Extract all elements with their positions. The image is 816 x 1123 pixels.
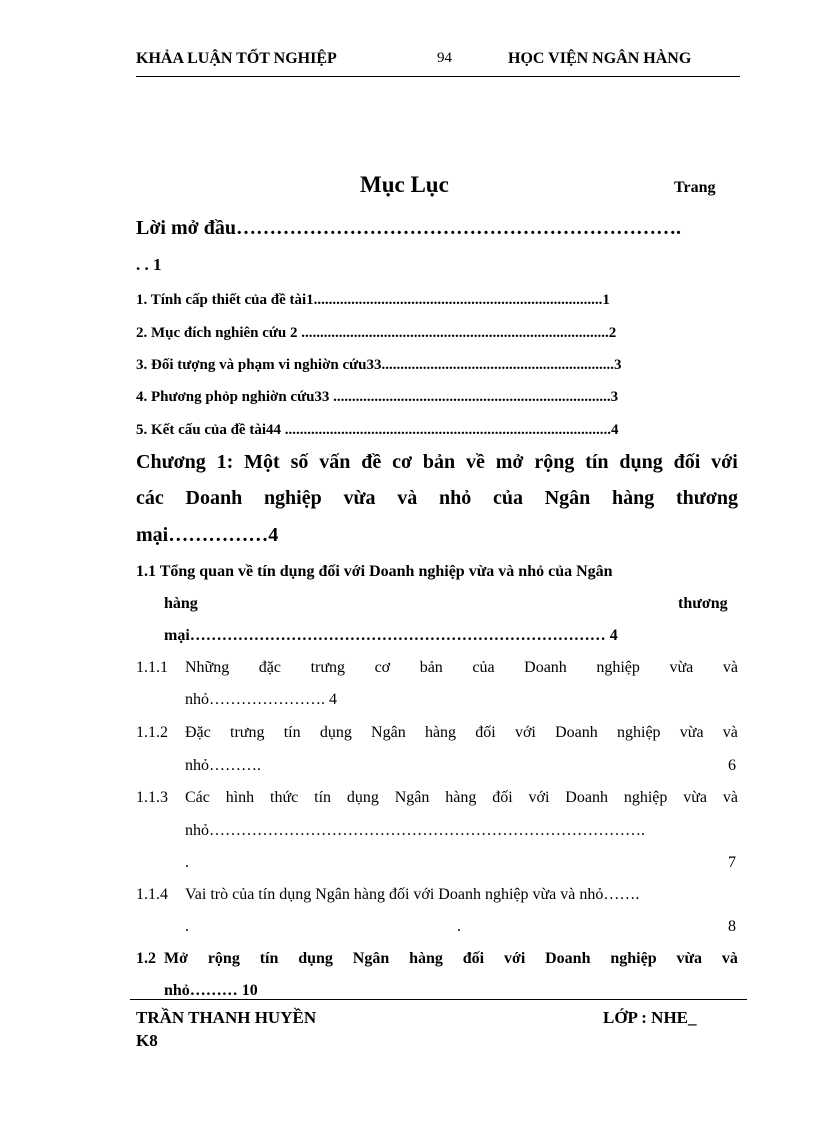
word: hàng (409, 950, 443, 967)
word: Doanh (524, 659, 567, 676)
word: Một (244, 451, 280, 473)
word: Những (185, 659, 230, 676)
toc-entry-chapter1-line2 (136, 487, 738, 510)
word: Doanh (555, 724, 598, 741)
word: với (503, 950, 526, 967)
word: đối (475, 724, 496, 741)
word: vừa (669, 659, 694, 676)
toc-entry-1-1-4-page: 8 (728, 918, 736, 935)
toc-entry-1-1-3-leader: nhỏ………………………………………………………………………. (185, 822, 645, 839)
toc-entry-section: 2. Mục đích nghiên cứu 2 ..................................................................................2 (136, 325, 617, 341)
word: thương (675, 487, 738, 509)
word: của (472, 659, 495, 676)
word: với (514, 724, 536, 741)
toc-entry-1-1-3 (185, 789, 738, 807)
word: bản (419, 659, 443, 676)
footer-class-suffix: K8 (136, 1031, 158, 1050)
word: của (492, 487, 523, 509)
word: và (722, 659, 738, 676)
toc-entry-1-2 (164, 950, 738, 968)
word: về (465, 451, 485, 473)
word: và (722, 789, 738, 806)
word: tín (314, 789, 332, 806)
word: tín (283, 724, 301, 741)
word: 1: (216, 451, 234, 473)
word: rộng (207, 950, 240, 967)
word: vừa (676, 950, 703, 967)
word: tín (259, 950, 279, 967)
footer-author: TRẦN THANH HUYỀN (136, 1008, 317, 1027)
word: vừa (679, 724, 704, 741)
word: và (397, 487, 418, 509)
word: nghiệp (617, 724, 661, 741)
word: thức (270, 789, 299, 806)
toc-entry-chapter1-line1 (136, 451, 738, 474)
toc-entry-1-2-page: nhỏ……… 10 (164, 982, 258, 999)
word: đề (361, 451, 382, 473)
word: Doanh (545, 950, 591, 967)
toc-entry-1-1-2-leader: nhỏ………. (185, 757, 261, 774)
word: mở (495, 451, 524, 473)
word: Chương (136, 451, 206, 473)
word: Ngân (371, 724, 406, 741)
word: cơ (392, 451, 413, 473)
word: với (711, 451, 738, 473)
word: nhỏ (438, 487, 472, 509)
toc-entry-1-1-page: mại…………………………………………………………………… 4 (164, 627, 618, 644)
toc-entry-1-1-1-page: nhỏ…………………. 4 (185, 691, 337, 708)
word: dụng (298, 950, 333, 967)
toc-entry-1-1: 1.1 Tổng quan về tín dụng đối với Doanh nghiệp vừa và nhỏ của Ngân (136, 563, 613, 580)
word: đối (492, 789, 513, 806)
word: và (721, 950, 738, 967)
word: đối (673, 451, 701, 473)
toc-title: Mục Lục (360, 172, 449, 197)
toc-entry-1-1-4-dot: . (185, 918, 189, 935)
word: dụng (346, 789, 379, 806)
footer-rule (130, 999, 747, 1000)
word: hình (225, 789, 255, 806)
word: Mở (164, 950, 188, 967)
toc-entry-1-1-2-number: 1.1.2 (136, 724, 168, 741)
word: nghiệp (596, 659, 640, 676)
word: dụng (319, 724, 352, 741)
toc-entry-loi-mo-dau-page: . . 1 (136, 255, 162, 274)
toc-entry-chapter1-line3: mại……………4 (136, 524, 279, 546)
page-number: 94 (437, 50, 452, 66)
toc-entry-1-1-4-dot: . (457, 918, 461, 935)
word: Ngân (394, 789, 430, 806)
word: vấn (319, 451, 351, 473)
toc-entry-loi-mo-dau: Lời mở đầu…………………………………………………………. (136, 217, 681, 239)
word: vừa (343, 487, 376, 509)
word: các (136, 487, 164, 509)
word: tín (585, 451, 609, 473)
word: hàng (424, 724, 457, 741)
toc-page-column-label: Trang (674, 179, 716, 196)
word: Ngân (544, 487, 591, 509)
word: nghiệp (263, 487, 322, 509)
word: trưng (230, 724, 265, 741)
word: đặc (258, 659, 281, 676)
word: và (722, 724, 738, 741)
word: Đặc (185, 724, 211, 741)
toc-entry-1-1-word: thương (678, 595, 728, 612)
toc-entry-1-1-4: Vai trò của tín dụng Ngân hàng đối với Doanh nghiệp vừa và nhỏ……. (185, 886, 640, 903)
toc-entry-section: 5. Kết cấu của đề tài44 .......................................................................................4 (136, 422, 619, 438)
toc-entry-1-1-4-number: 1.1.4 (136, 886, 168, 903)
word: Doanh (185, 487, 243, 509)
word: rộng (534, 451, 575, 473)
toc-entry-1-1-word: hàng (164, 595, 198, 612)
word: Các (185, 789, 210, 806)
word: dụng (619, 451, 663, 473)
toc-entry-1-2-number: 1.2 (136, 950, 156, 967)
toc-entry-1-1-3-number: 1.1.3 (136, 789, 168, 806)
toc-entry-1-1-1-number: 1.1.1 (136, 659, 168, 676)
word: hàng (445, 789, 477, 806)
word: vừa (683, 789, 707, 806)
toc-entry-section: 1. Tính cấp thiết của đề tài1.............................................................................1 (136, 292, 610, 308)
word: nghiệp (623, 789, 668, 806)
word: cơ (374, 659, 391, 676)
word: Ngân (352, 950, 390, 967)
header-right-title: HỌC VIỆN NGÂN HÀNG (508, 50, 692, 67)
toc-entry-1-1-3-page: 7 (728, 854, 736, 871)
toc-entry-1-1-2-page: 6 (728, 757, 736, 774)
toc-entry-section: 3. Đối tượng và phạm vi nghiờn cứu33..............................................................3 (136, 357, 622, 373)
word: đối (462, 950, 485, 967)
word: nghiệp (610, 950, 657, 967)
word: Doanh (565, 789, 608, 806)
header-rule (136, 76, 740, 77)
toc-entry-section: 4. Phương phỏp nghiờn cứu33 ..........................................................................3 (136, 389, 619, 405)
footer-class: LỚP : NHE_ (603, 1008, 697, 1027)
toc-entry-1-1-1 (185, 659, 738, 677)
word: trưng (310, 659, 346, 676)
word: với (528, 789, 550, 806)
header-left-title: KHẢA LUẬN TỐT NGHIỆP (136, 50, 337, 67)
word: hàng (612, 487, 655, 509)
toc-entry-1-1-2 (185, 724, 738, 742)
word: bản (422, 451, 456, 473)
word: số (290, 451, 309, 473)
toc-entry-1-1-3-dot: . (185, 854, 189, 871)
